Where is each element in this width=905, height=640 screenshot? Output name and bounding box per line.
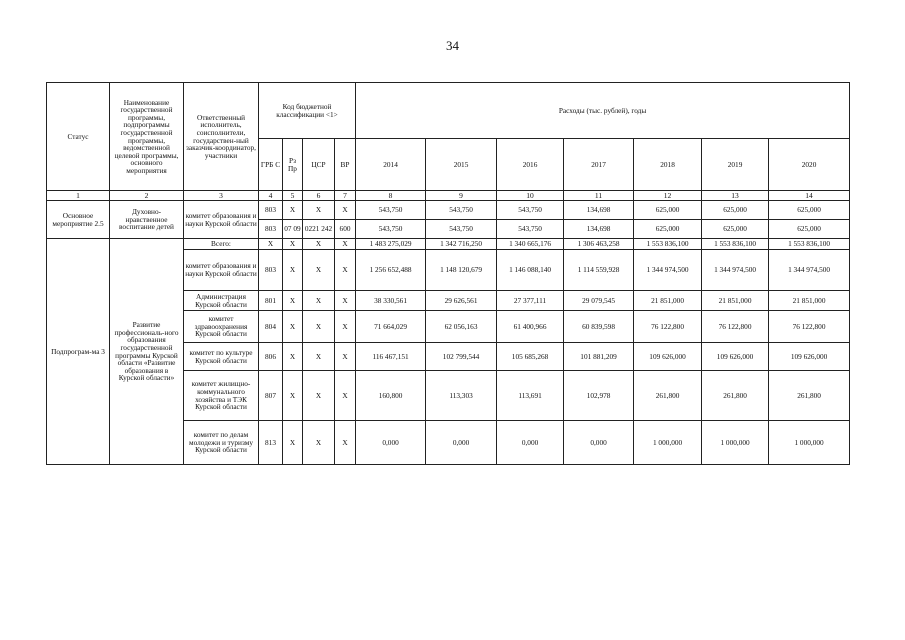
value-cell: 261,800 (769, 371, 850, 421)
responsible-cell: комитет по делам молодежи и туризму Курской области (184, 421, 259, 465)
vr-cell: Х (335, 250, 356, 291)
grbs-header: ГРБ С (259, 139, 283, 191)
value-cell: 625,000 (702, 201, 769, 220)
value-cell: 76 122,800 (634, 311, 702, 343)
value-cell: 261,800 (634, 371, 702, 421)
budget-code-header: Код бюджетной классификации <1> (259, 83, 356, 139)
vr-cell: Х (335, 239, 356, 250)
value-cell: 1 256 652,488 (356, 250, 426, 291)
value-cell: 60 839,598 (564, 311, 634, 343)
value-cell: 29 626,561 (426, 291, 497, 311)
grbs-cell: Х (259, 239, 283, 250)
vr-header: ВР (335, 139, 356, 191)
rzpr-cell: Х (283, 201, 303, 220)
grbs-cell: 806 (259, 343, 283, 371)
csr-header: ЦСР (303, 139, 335, 191)
grbs-cell: 803 (259, 220, 283, 239)
value-cell: 21 851,000 (702, 291, 769, 311)
year-header: 2019 (702, 139, 769, 191)
value-cell: 543,750 (426, 201, 497, 220)
column-index: 6 (303, 191, 335, 201)
column-index: 2 (110, 191, 184, 201)
column-index: 13 (702, 191, 769, 201)
header-row (47, 83, 850, 139)
value-cell: 76 122,800 (702, 311, 769, 343)
vr-cell: Х (335, 343, 356, 371)
name-header: Наименование государственной программы, подпрограммы государственной программы, ведомственной целевой программы, основного мероприятия (110, 83, 184, 191)
year-header: 2016 (497, 139, 564, 191)
column-index: 3 (184, 191, 259, 201)
responsible-cell: комитет образования и науки Курской области (184, 201, 259, 239)
value-cell: 1 553 836,100 (634, 239, 702, 250)
value-cell: 102,978 (564, 371, 634, 421)
responsible-header: Ответственный исполнитель, соисполнители, государствен-ный заказчик-координатор, участники (184, 83, 259, 191)
responsible-cell: комитет образования и науки Курской области (184, 250, 259, 291)
value-cell: 101 881,209 (564, 343, 634, 371)
value-cell: 105 685,268 (497, 343, 564, 371)
value-cell: 134,698 (564, 220, 634, 239)
value-cell: 1 553 836,100 (769, 239, 850, 250)
value-cell: 1 344 974,500 (769, 250, 850, 291)
rzpr-header: Рз Пр (283, 139, 303, 191)
rzpr-cell: Х (283, 343, 303, 371)
value-cell: 1 483 275,029 (356, 239, 426, 250)
grbs-cell: 804 (259, 311, 283, 343)
value-cell: 543,750 (356, 201, 426, 220)
value-cell: 1 340 665,176 (497, 239, 564, 250)
csr-cell: Х (303, 239, 335, 250)
column-index: 4 (259, 191, 283, 201)
value-cell: 1 344 974,500 (702, 250, 769, 291)
value-cell: 113,691 (497, 371, 564, 421)
vr-cell: Х (335, 371, 356, 421)
column-index: 8 (356, 191, 426, 201)
value-cell: 102 799,544 (426, 343, 497, 371)
value-cell: 261,800 (702, 371, 769, 421)
value-cell: 1 553 836,100 (702, 239, 769, 250)
status-header: Статус (47, 83, 110, 191)
value-cell: 0,000 (426, 421, 497, 465)
value-cell: 625,000 (769, 201, 850, 220)
program-name-cell: Духовно-нравственное воспитание детей (110, 201, 184, 239)
page-number: 34 (446, 38, 459, 53)
csr-cell: Х (303, 250, 335, 291)
vr-cell: Х (335, 201, 356, 220)
vr-cell: Х (335, 291, 356, 311)
value-cell: 29 079,545 (564, 291, 634, 311)
expenses-header: Расходы (тыс. рублей), годы (356, 83, 850, 139)
value-cell: 109 626,000 (702, 343, 769, 371)
vr-cell: Х (335, 421, 356, 465)
csr-cell: Х (303, 343, 335, 371)
table-row (47, 239, 850, 250)
value-cell: 543,750 (497, 220, 564, 239)
column-index: 1 (47, 191, 110, 201)
value-cell: 1 000,000 (634, 421, 702, 465)
column-index-row (47, 191, 850, 201)
value-cell: 625,000 (634, 201, 702, 220)
value-cell: 113,303 (426, 371, 497, 421)
rzpr-cell: Х (283, 239, 303, 250)
vr-cell: Х (335, 311, 356, 343)
value-cell: 21 851,000 (769, 291, 850, 311)
csr-cell: Х (303, 201, 335, 220)
value-cell: 1 342 716,250 (426, 239, 497, 250)
grbs-cell: 801 (259, 291, 283, 311)
column-index: 5 (283, 191, 303, 201)
csr-cell: Х (303, 291, 335, 311)
budget-table (46, 82, 850, 465)
column-index: 14 (769, 191, 850, 201)
value-cell: 543,750 (426, 220, 497, 239)
status-cell: Основное мероприятие 2.5 (47, 201, 110, 239)
value-cell: 76 122,800 (769, 311, 850, 343)
value-cell: 116 467,151 (356, 343, 426, 371)
value-cell: 160,800 (356, 371, 426, 421)
year-header: 2015 (426, 139, 497, 191)
grbs-cell: 807 (259, 371, 283, 421)
value-cell: 1 146 088,140 (497, 250, 564, 291)
program-name-cell: Развитие профессиональ-ного образования государственной программы Курской области «Развитие образования в Курской области» (110, 239, 184, 465)
value-cell: 61 400,966 (497, 311, 564, 343)
column-index: 9 (426, 191, 497, 201)
value-cell: 0,000 (564, 421, 634, 465)
value-cell: 62 056,163 (426, 311, 497, 343)
column-index: 12 (634, 191, 702, 201)
year-header: 2018 (634, 139, 702, 191)
value-cell: 1 344 974,500 (634, 250, 702, 291)
status-cell: Подпрограм-ма 3 (47, 239, 110, 465)
grbs-cell: 803 (259, 201, 283, 220)
year-header: 2020 (769, 139, 850, 191)
value-cell: 1 306 463,258 (564, 239, 634, 250)
value-cell: 134,698 (564, 201, 634, 220)
rzpr-cell: Х (283, 311, 303, 343)
value-cell: 543,750 (356, 220, 426, 239)
rzpr-cell: 07 09 (283, 220, 303, 239)
value-cell: 0,000 (497, 421, 564, 465)
value-cell: 27 377,111 (497, 291, 564, 311)
value-cell: 1 000,000 (769, 421, 850, 465)
csr-cell: Х (303, 421, 335, 465)
value-cell: 543,750 (497, 201, 564, 220)
value-cell: 1 000,000 (702, 421, 769, 465)
table-row (47, 201, 850, 220)
value-cell: 625,000 (702, 220, 769, 239)
value-cell: 1 148 120,679 (426, 250, 497, 291)
responsible-cell: комитет здравоохранения Курской области (184, 311, 259, 343)
year-header: 2017 (564, 139, 634, 191)
value-cell: 109 626,000 (769, 343, 850, 371)
column-index: 10 (497, 191, 564, 201)
csr-cell: Х (303, 311, 335, 343)
grbs-cell: 803 (259, 250, 283, 291)
grbs-cell: 813 (259, 421, 283, 465)
vr-cell: 600 (335, 220, 356, 239)
responsible-cell: Администрация Курской области (184, 291, 259, 311)
column-index: 7 (335, 191, 356, 201)
value-cell: 109 626,000 (634, 343, 702, 371)
value-cell: 71 664,029 (356, 311, 426, 343)
responsible-cell: Всего: (184, 239, 259, 250)
csr-cell: Х (303, 371, 335, 421)
rzpr-cell: Х (283, 291, 303, 311)
rzpr-cell: Х (283, 250, 303, 291)
column-index: 11 (564, 191, 634, 201)
responsible-cell: комитет жилищно-коммунального хозяйства и ТЭК Курской области (184, 371, 259, 421)
responsible-cell: комитет по культуре Курской области (184, 343, 259, 371)
csr-cell: 0221 242 (303, 220, 335, 239)
year-header: 2014 (356, 139, 426, 191)
rzpr-cell: Х (283, 371, 303, 421)
value-cell: 38 330,561 (356, 291, 426, 311)
value-cell: 0,000 (356, 421, 426, 465)
value-cell: 1 114 559,928 (564, 250, 634, 291)
rzpr-cell: Х (283, 421, 303, 465)
value-cell: 21 851,000 (634, 291, 702, 311)
value-cell: 625,000 (769, 220, 850, 239)
value-cell: 625,000 (634, 220, 702, 239)
